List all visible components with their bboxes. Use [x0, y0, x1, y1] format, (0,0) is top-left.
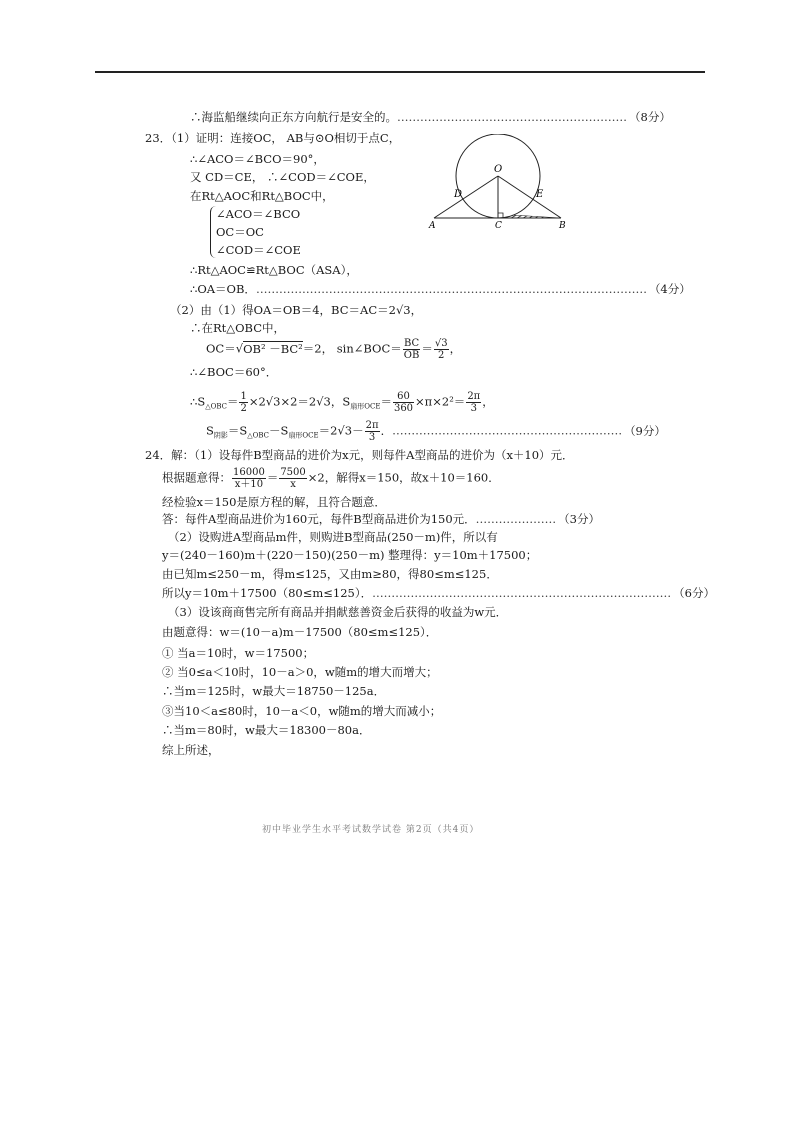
line-text: ∴海监船继续向正东方向航行是安全的。 [190, 110, 397, 124]
line-text: ∴在Rt△OBC中， [190, 321, 286, 335]
label-b: B [559, 221, 566, 230]
text-line [162, 586, 715, 600]
oc-prefix: OC＝ [206, 341, 236, 356]
text-line [162, 684, 385, 698]
frac-denominator: x [290, 479, 296, 490]
text-line [216, 207, 300, 221]
line-text: （2）设购进A型商品m件，则购进B型商品(250－m)件，所以有 [168, 530, 498, 544]
text-line [162, 646, 314, 660]
s-equals: ＝ [226, 394, 239, 409]
score-label: （4分） [648, 282, 691, 296]
oc-radicand: OB² －BC² [243, 341, 303, 356]
sector-value-fraction [466, 391, 481, 414]
dot-leader: ………………… [475, 512, 557, 526]
frac-denominator: 2 [438, 350, 445, 361]
frac-numerator: 16000 [233, 467, 265, 478]
line-text: 由题意得：w＝(10－a)m－17500（80≤m≤125）． [162, 625, 438, 639]
right-angle-mark [498, 213, 503, 218]
sh-end: ． [380, 423, 393, 438]
line-text: ∴∠ACO＝∠BCO＝90°， [190, 152, 325, 166]
sh-equals: ＝S [227, 423, 248, 438]
header-rule [95, 71, 705, 73]
s-equals-2: ＝ [380, 394, 392, 409]
frac-numerator: √3 [434, 338, 448, 349]
line-text: ∴OA＝OB． [190, 282, 256, 296]
text-line [190, 321, 285, 335]
line-text: ③当10＜a≤80时，10－a＜0，w随m的增大而减小； [162, 704, 442, 718]
frac-denominator: 3 [470, 403, 477, 414]
text-line [190, 263, 358, 277]
text-line [162, 495, 386, 509]
text-line [162, 743, 220, 757]
frac-numerator: 2π [365, 420, 379, 431]
line-text: ② 当0≤a＜10时，10－a＞0，w随m的增大而增大； [162, 665, 438, 679]
line-text: （2）由（1）得OA＝OB＝4，BC＝AC＝2√3， [170, 303, 423, 317]
sector-subscript: 扇形OCE [350, 402, 381, 411]
sh-prefix: S [206, 423, 214, 438]
line-text: 在Rt△AOC和Rt△BOC中， [190, 189, 334, 203]
sin-fraction [403, 338, 421, 361]
label-o: O [494, 164, 503, 175]
sh-minus: －S [269, 423, 289, 438]
dot-leader: …………………………………………………………………… [372, 586, 672, 600]
shaded-fraction [365, 420, 380, 443]
sh-equals-2: ＝2√3－ [318, 423, 364, 438]
s-prefix: ∴S [190, 394, 206, 409]
label-a: A [429, 221, 436, 230]
text-line [170, 303, 422, 317]
text-line [216, 243, 301, 257]
text-line [162, 548, 537, 562]
label-c: C [495, 221, 502, 230]
dot-leader: …………………………………………………… [397, 110, 627, 124]
score-label: （9分） [624, 423, 666, 438]
angle-boc-line [190, 365, 277, 379]
text-line [162, 665, 438, 679]
s-middle: ×2√3×2＝2√3，S [248, 394, 351, 409]
segment-oa [434, 176, 498, 218]
frac-numerator: BC [403, 338, 420, 349]
dot-leader: …………………………………………………… [392, 423, 623, 438]
frac-denominator: 360 [393, 403, 414, 414]
page-footer: 初中毕业学生水平考试数学试卷 第2页（共4页） [262, 825, 480, 835]
text-line [190, 170, 375, 184]
frac-denominator: 2 [240, 403, 247, 414]
score-label: （3分） [558, 512, 600, 526]
eq-end: ×2，解得x＝150，故x＋10＝160． [307, 470, 500, 485]
text-line [162, 704, 441, 718]
eq-prefix: 根据题意得： [162, 470, 231, 485]
text-line [162, 567, 498, 581]
frac-denominator: x＋10 [234, 479, 264, 490]
sqrt-sign: √ [235, 341, 244, 356]
sh-subscript-2: △OBC [247, 431, 270, 440]
label-d: D [454, 189, 463, 200]
sector-fraction [393, 391, 414, 414]
frac-denominator: 3 [368, 432, 376, 443]
line-text: （3）设该商商售完所有商品并捐献慈善资金后获得的收益为w元． [168, 605, 508, 619]
angle-boc: ∴∠BOC＝60°． [190, 365, 278, 379]
equation-fraction-right [279, 467, 306, 490]
text-line [145, 448, 574, 462]
text-line [168, 605, 507, 619]
half-fraction [239, 391, 247, 414]
s-middle-2: ×π×2²＝ [415, 394, 466, 409]
text-line [162, 625, 437, 639]
equation-fraction-left [232, 467, 266, 490]
frac-numerator: 7500 [280, 467, 306, 478]
line-text: 所以y＝10m＋17500（80≤m≤125）． [162, 586, 373, 600]
text-line [190, 152, 325, 166]
oc-formula [206, 338, 461, 361]
s-subscript: △OBC [205, 402, 227, 411]
label-e: E [536, 189, 544, 200]
sin-value-fraction [434, 338, 449, 361]
text-line [162, 512, 600, 526]
text-line [216, 225, 264, 239]
sh-subscript: 阴影 [213, 431, 228, 440]
text-line [190, 282, 691, 296]
text-line [190, 189, 334, 203]
line-text: 又 CD＝CE， ∴∠COD＝∠COE， [190, 170, 375, 184]
text-line [190, 110, 671, 124]
line-text: ∠ACO＝∠BCO [216, 207, 301, 221]
score-label: （6分） [673, 586, 715, 600]
equation-brace [210, 206, 217, 258]
segment-ob [498, 176, 561, 218]
line-text: ∴当m＝125时，w最大＝18750－125a． [162, 684, 386, 698]
sh-subscript-3: 扇形OCE [288, 431, 319, 440]
shaded-area-formula [206, 420, 666, 443]
line-text: 由已知m≤250－m，得m≤125，又由m≥80，得80≤m≤125． [162, 567, 498, 581]
line-text: ① 当a＝10时，w＝17500； [162, 646, 315, 660]
line-text: 经检验x＝150是原方程的解，且符合题意． [162, 495, 386, 509]
geometry-figure [428, 134, 578, 230]
line-text: OC＝OC [216, 225, 264, 239]
line-text: ∠COD＝∠COE [216, 243, 301, 257]
frac-numerator: 1 [240, 391, 247, 402]
line-text: 综上所述， [162, 743, 220, 757]
s-end: ， [482, 394, 494, 409]
text-line [145, 131, 400, 145]
oc-end: ， [449, 341, 462, 356]
line-text: 24．解：（1）设每件B型商品的进价为x元，则每件A型商品的进价为（x＋10）元． [145, 448, 574, 462]
line-text: y＝(240－160)m＋(220－150)(250－m) 整理得：y＝10m＋17500； [162, 548, 538, 562]
text-line [168, 530, 498, 544]
frac-numerator: 60 [393, 391, 414, 403]
text-line [162, 723, 370, 737]
frac-numerator: 2π [467, 391, 481, 402]
oc-equals-2: ＝ [421, 341, 433, 356]
line-text: ∴Rt△AOC≌Rt△BOC（ASA）， [190, 263, 358, 277]
equation-line [162, 467, 500, 490]
line-text: ∴当m＝80时，w最大＝18300－80a． [162, 723, 371, 737]
frac-denominator: OB [403, 350, 420, 361]
area-formula [190, 391, 494, 414]
line-text: 答：每件A型商品进价为160元，每件B型商品进价为150元． [162, 512, 476, 526]
dot-leader: ………………………………………………………………………………………… [255, 282, 647, 296]
eq-equals: ＝ [266, 470, 279, 485]
oc-equals: ＝2， sin∠BOC＝ [302, 341, 402, 356]
line-text: 23．（1）证明：连接OC， AB与⊙O相切于点C， [145, 131, 401, 145]
score-label: （8分） [629, 110, 671, 124]
